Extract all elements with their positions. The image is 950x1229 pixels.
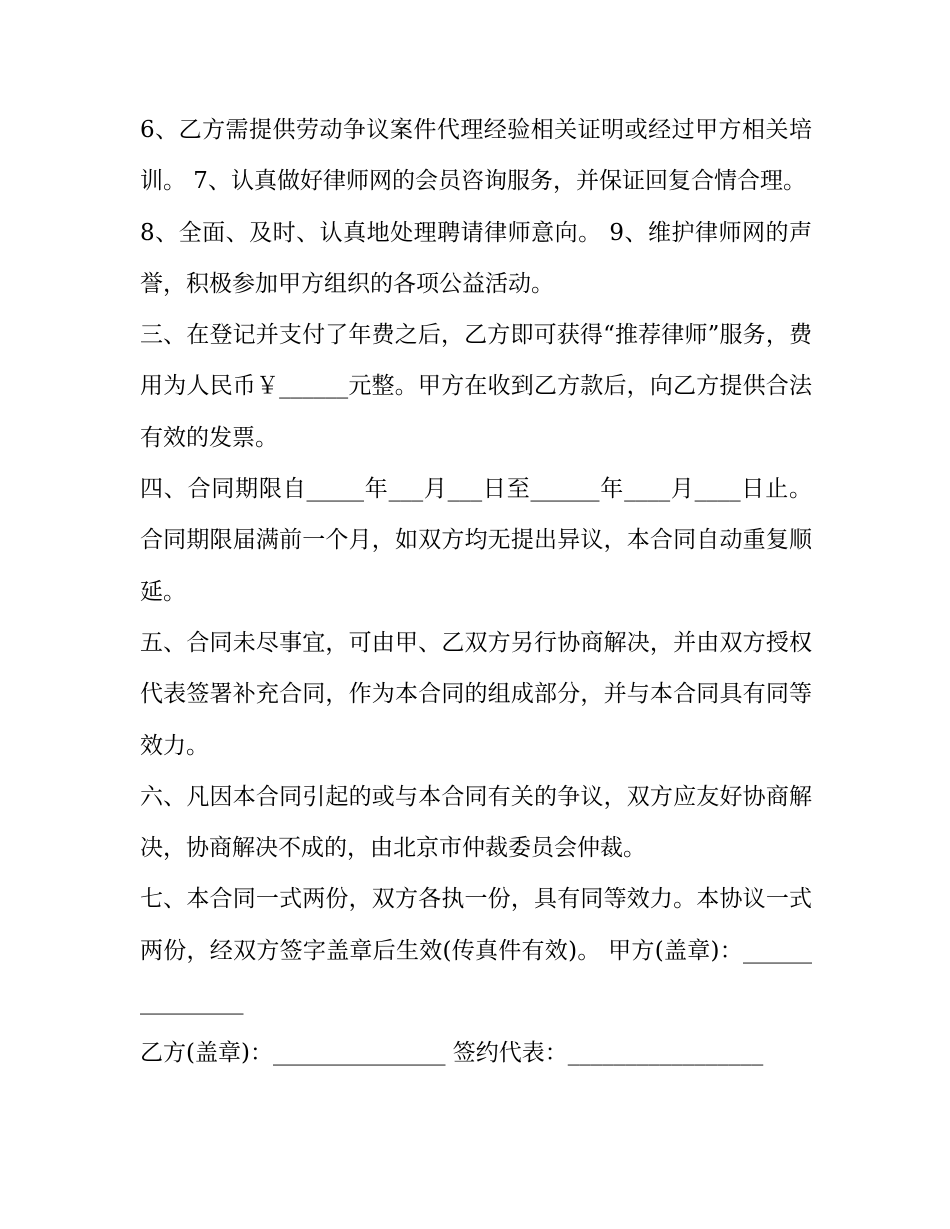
signature-line: 乙方(盖章)：_______________ 签约代表：_________________ [140,1040,764,1067]
section-three-fee: 三、在登记并支付了年费之后，乙方即可获得“推荐律师”服务，费用为人民币￥______元整。甲方在收到乙方款后，向乙方提供合法有效的发票。 [140,322,812,451]
clause-8-9: 8、全面、及时、认真地处理聘请律师意向。 9、维护律师网的声誉，积极参加甲方组织的各项公益活动。 [140,219,812,297]
section-five-supplement: 五、合同未尽事宜，可由甲、乙双方另行协商解决，并由双方授权代表签署补充合同，作为本合同的组成部分，并与本合同具有同等效力。 [140,629,812,759]
section-six-dispute: 六、凡因本合同引起的或与本合同有关的争议，双方应友好协商解决，协商解决不成的，由北京市仲裁委员会仲裁。 [140,783,812,862]
document-body [140,105,812,1080]
section-four-term: 四、合同期限自_____年___月___日至______年____月____日止。合同期限届满前一个月，如双方均无提出异议，本合同自动重复顺延。 [140,476,812,605]
clause-6-7: 6、乙方需提供劳动争议案件代理经验相关证明或经过甲方相关培训。 7、认真做好律师网的会员咨询服务，并保证回复合情合理。 [140,117,812,195]
section-seven-copies: 七、本合同一式两份，双方各执一份，具有同等效力。本协议一式两份，经双方签字盖章后生效(传真件有效)。 甲方(盖章)：_______________ [140,886,812,1016]
